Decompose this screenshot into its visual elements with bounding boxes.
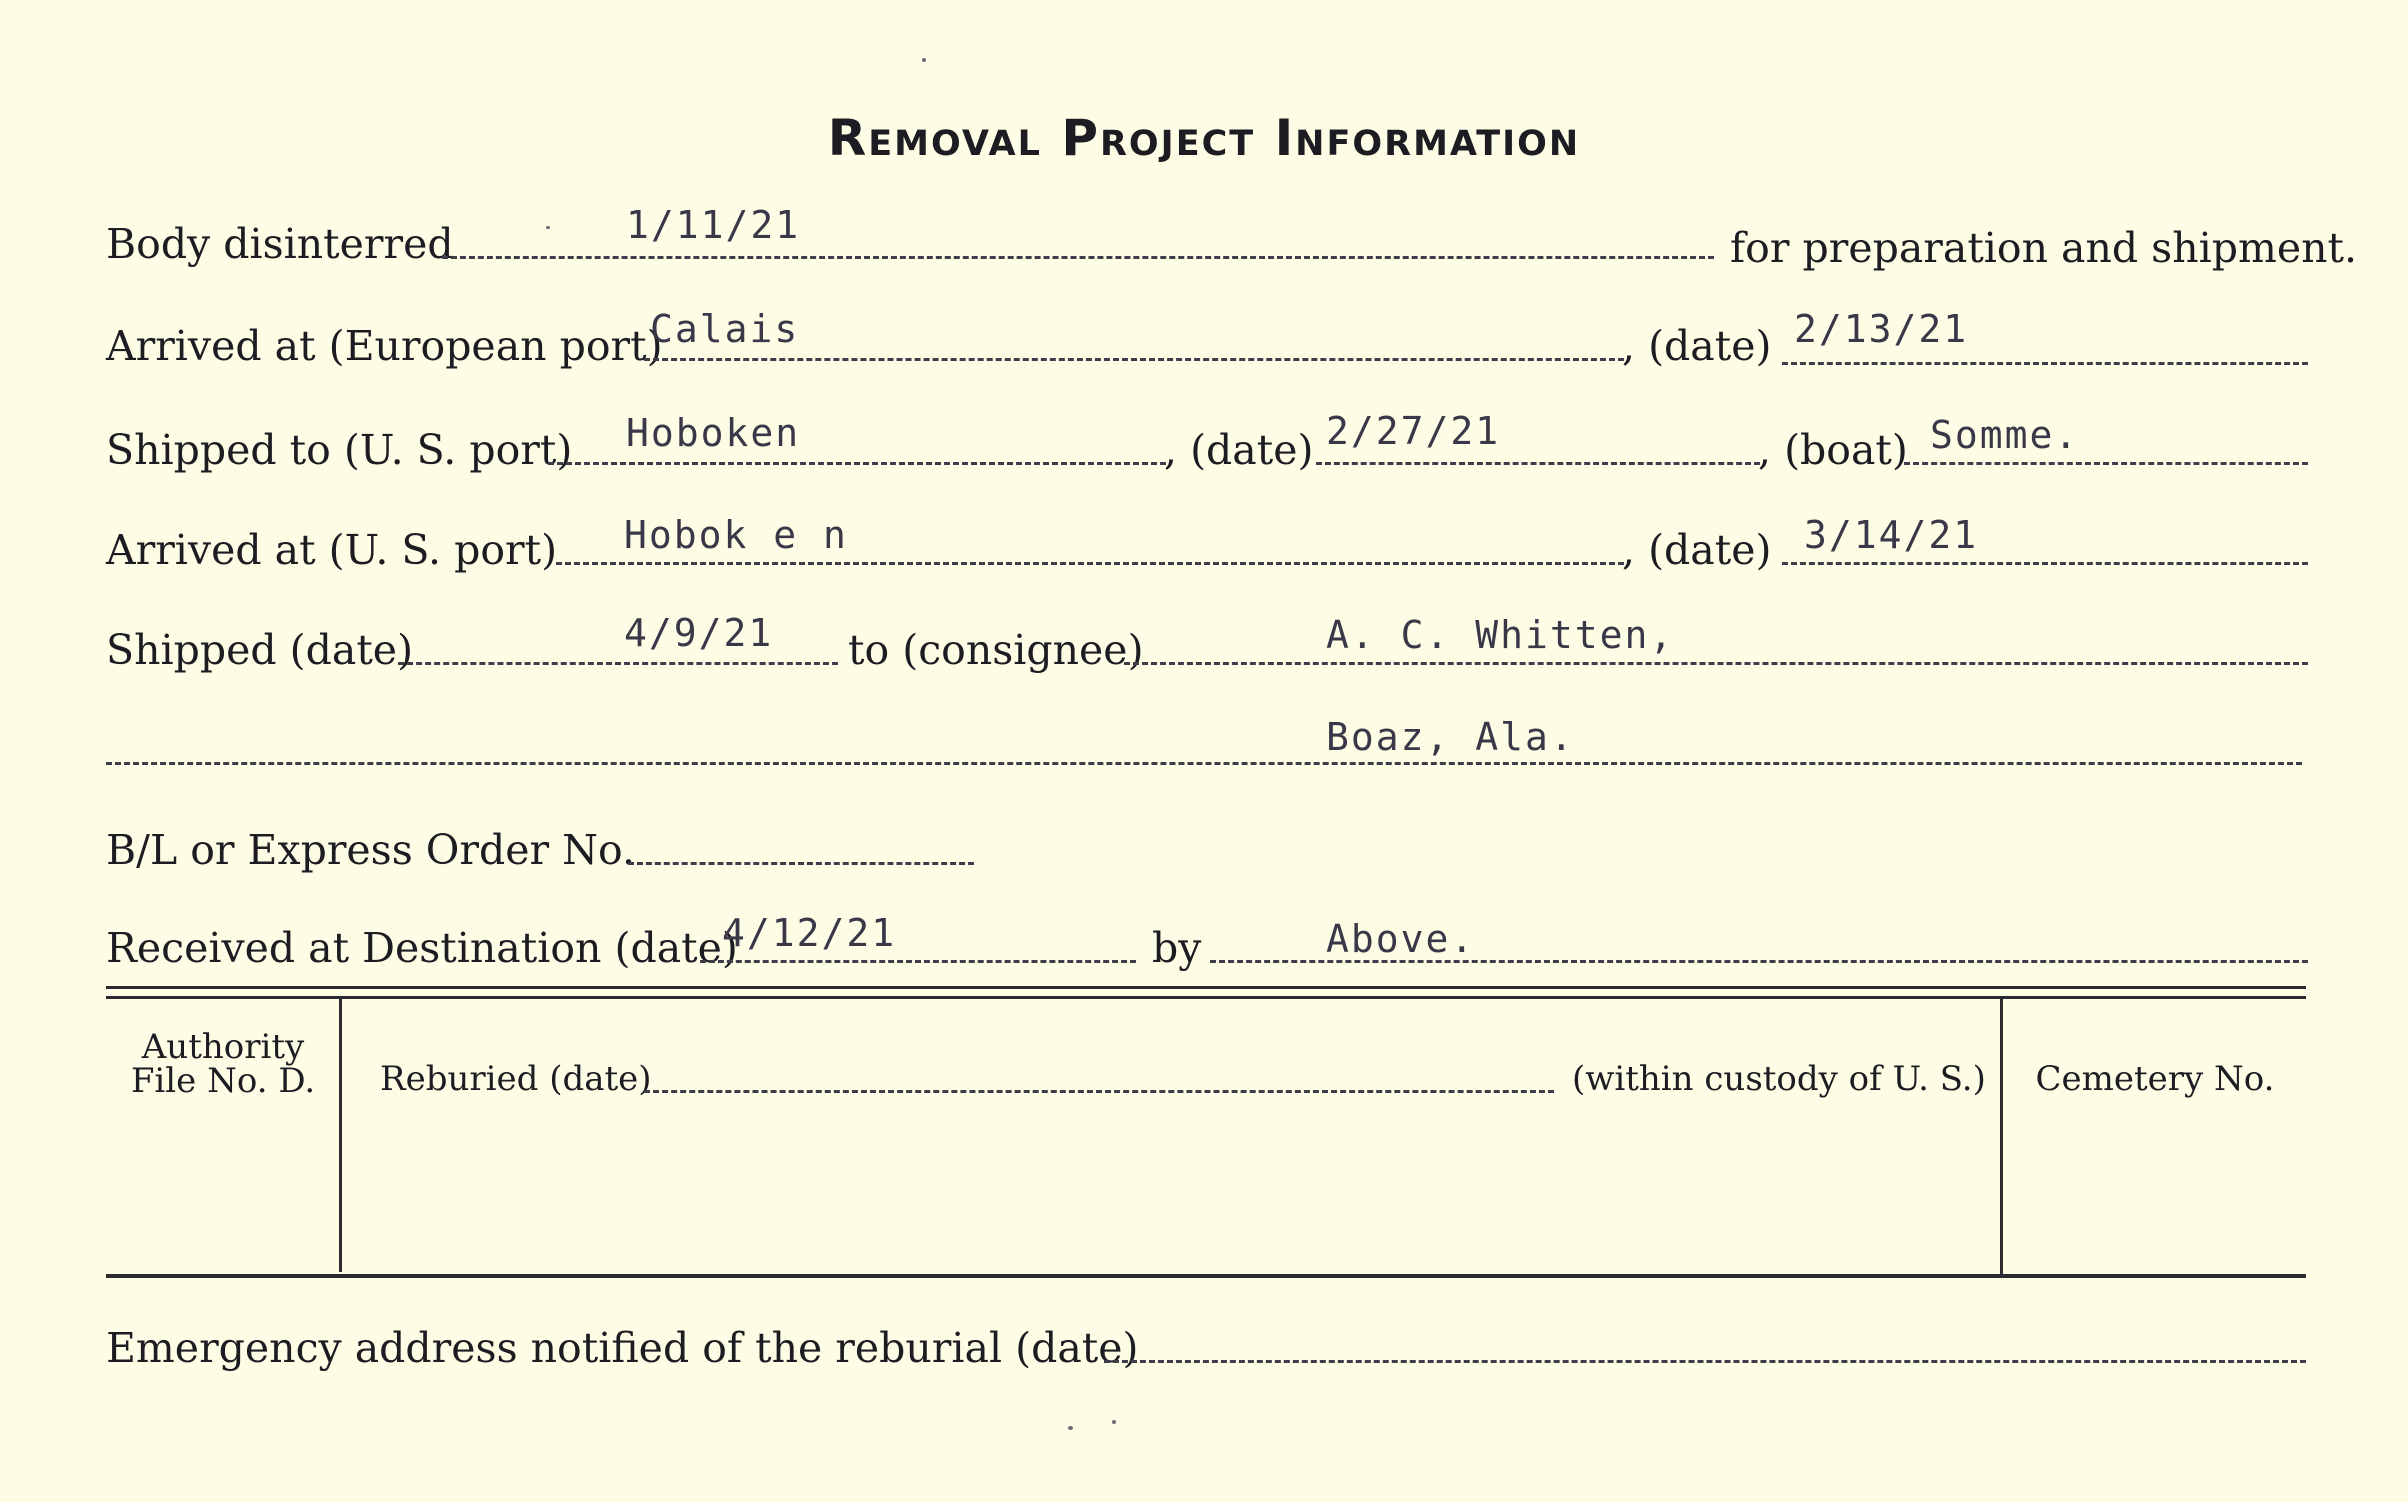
- consignee-address-value: Boaz, Ala.: [1326, 715, 1575, 759]
- received-date-value: 4/12/21: [722, 911, 897, 955]
- disinterred-dotted-line: [442, 256, 1714, 259]
- shipped-us-boat-label: , (boat): [1758, 426, 1908, 474]
- arrived-us-port-value: Hobok e n: [624, 513, 848, 557]
- shipped-us-date-value: 2/27/21: [1326, 409, 1501, 453]
- box-right-divider: [2000, 998, 2003, 1274]
- consignee-label: to (consignee): [848, 626, 1144, 674]
- arrived-us-date-value: 3/14/21: [1804, 513, 1979, 557]
- cemetery-label: Cemetery No.: [2035, 1059, 2275, 1099]
- shipped-us-date-line: [1316, 462, 1760, 465]
- shipped-us-port-line: [548, 462, 1166, 465]
- emergency-line: [1104, 1360, 2306, 1363]
- arrived-us-date-line: [1782, 562, 2308, 565]
- box-top-rule-2: [106, 996, 2306, 999]
- arrived-europe-label: Arrived at (European port): [106, 322, 663, 370]
- speck: [546, 226, 550, 229]
- disinterred-date-value: 1/11/21: [626, 203, 801, 247]
- shipped-date-label: Shipped (date): [106, 626, 414, 674]
- custody-label: (within custody of U. S.): [1572, 1059, 1986, 1099]
- arrived-europe-date-line: [1782, 362, 2308, 365]
- received-date-line: [700, 960, 1136, 963]
- reburied-line: [644, 1090, 1554, 1093]
- authority-label: Authority: [141, 1027, 305, 1067]
- arrived-europe-date-value: 2/13/21: [1794, 307, 1969, 351]
- reburied-label: Reburied (date): [380, 1059, 652, 1099]
- shipped-us-label: Shipped to (U. S. port): [106, 426, 573, 474]
- shipped-date-value: 4/9/21: [624, 611, 774, 655]
- shipped-us-boat-line: [1904, 462, 2308, 465]
- shipped-us-date-label: , (date): [1164, 426, 1314, 474]
- received-label: Received at Destination (date): [106, 924, 738, 972]
- bl-line: [628, 862, 974, 865]
- shipped-date-line: [398, 662, 838, 665]
- arrived-europe-port-value: Calais: [650, 307, 800, 351]
- disinterred-label: Body disinterred: [106, 220, 454, 268]
- consignee-address-line: [106, 762, 2302, 765]
- arrived-us-label: Arrived at (U. S. port): [106, 526, 558, 574]
- emergency-label: Emergency address notified of the reburial (date): [106, 1324, 1139, 1372]
- box-bottom-rule: [106, 1274, 2306, 1278]
- speck: [1112, 1420, 1116, 1424]
- arrived-europe-date-label: , (date): [1622, 322, 1772, 370]
- arrived-us-date-label: , (date): [1622, 526, 1772, 574]
- consignee-line: [1124, 662, 2308, 665]
- shipped-us-boat-value: Somme.: [1930, 413, 2080, 457]
- speck: [922, 58, 926, 62]
- arrived-europe-port-line: [644, 358, 1624, 361]
- arrived-us-port-line: [556, 562, 1624, 565]
- speck: [1068, 1426, 1073, 1430]
- shipped-us-port-value: Hoboken: [626, 411, 801, 455]
- file-no-label: File No. D.: [130, 1061, 316, 1101]
- page-title: Removal Project Information: [827, 109, 1581, 167]
- received-by-label: by: [1152, 924, 1202, 972]
- bl-label: B/L or Express Order No.: [106, 826, 636, 874]
- received-by-value: Above.: [1326, 917, 1476, 961]
- disinterred-suffix: for preparation and shipment.: [1730, 224, 2358, 272]
- consignee-value: A. C. Whitten,: [1326, 613, 1675, 657]
- box-top-rule: [106, 986, 2306, 989]
